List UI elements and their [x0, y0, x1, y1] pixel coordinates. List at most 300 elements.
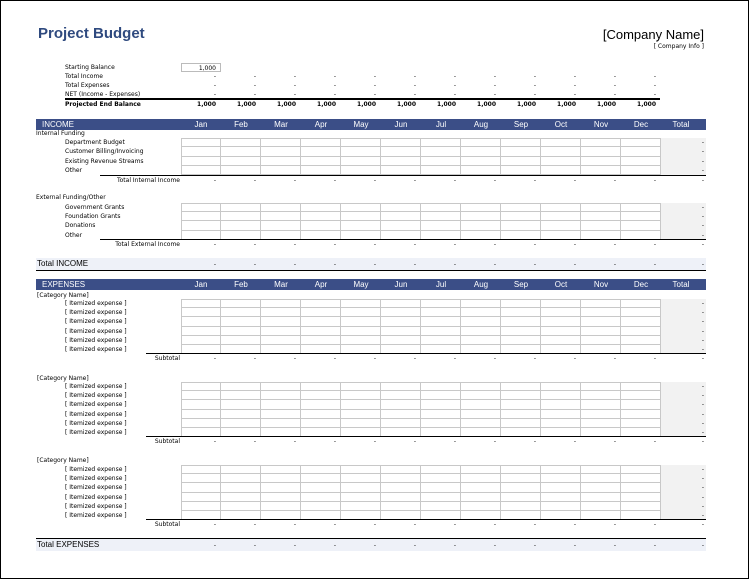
internal-income-cell[interactable]: [621, 147, 661, 156]
expense-cell[interactable]: [541, 400, 581, 409]
expense-cell[interactable]: [621, 483, 661, 492]
expense-cell[interactable]: [541, 299, 581, 308]
expense-cell[interactable]: [621, 391, 661, 400]
internal-income-cell[interactable]: [301, 147, 341, 156]
internal-income-cell[interactable]: [301, 166, 341, 175]
expense-cell[interactable]: [581, 419, 621, 428]
expense-cell[interactable]: [461, 327, 501, 336]
internal-income-cell[interactable]: [461, 166, 501, 175]
total-expenses-dash: -: [613, 542, 616, 549]
company-info[interactable]: [ Company Info ]: [653, 43, 704, 50]
summary-value: -: [653, 91, 656, 98]
internal-income-cell[interactable]: [581, 138, 621, 147]
external-income-cell[interactable]: [461, 203, 501, 212]
external-income-cell[interactable]: [181, 203, 221, 212]
expense-cell[interactable]: [621, 382, 661, 391]
expense-cell[interactable]: [501, 410, 541, 419]
internal-income-cell[interactable]: [381, 166, 421, 175]
expense-cell[interactable]: [261, 336, 301, 345]
expense-cell[interactable]: [181, 308, 221, 317]
expense-cell[interactable]: [421, 419, 461, 428]
external-income-cell[interactable]: [381, 212, 421, 221]
expense-cell[interactable]: [461, 382, 501, 391]
external-income-cell[interactable]: [221, 212, 261, 221]
itemized-expense-label[interactable]: [ Itemized expense ]: [65, 309, 127, 317]
expense-cell[interactable]: [541, 391, 581, 400]
itemized-expense-label[interactable]: [ Itemized expense ]: [65, 502, 127, 510]
expense-cell[interactable]: [421, 410, 461, 419]
internal-income-cell[interactable]: [261, 157, 301, 166]
expense-cell[interactable]: [341, 474, 381, 483]
external-income-cell[interactable]: [581, 212, 621, 221]
external-total-dash: -: [573, 241, 576, 248]
expense-cell[interactable]: [421, 308, 461, 317]
expense-cell[interactable]: [541, 382, 581, 391]
external-income-cell[interactable]: [341, 203, 381, 212]
expense-cell[interactable]: [501, 308, 541, 317]
internal-income-cell[interactable]: [261, 138, 301, 147]
expense-cell[interactable]: [221, 382, 261, 391]
expense-cell[interactable]: [421, 391, 461, 400]
expense-cell[interactable]: [261, 474, 301, 483]
expense-cell[interactable]: [221, 502, 261, 511]
expense-cell[interactable]: [261, 483, 301, 492]
expense-cell[interactable]: [301, 483, 341, 492]
itemized-expense-label[interactable]: [ Itemized expense ]: [65, 336, 127, 344]
expense-cell[interactable]: [381, 419, 421, 428]
expense-cell[interactable]: [341, 382, 381, 391]
expense-cell[interactable]: [381, 410, 421, 419]
external-income-cell[interactable]: [181, 221, 221, 230]
expense-cell[interactable]: [421, 382, 461, 391]
expense-cell[interactable]: [501, 336, 541, 345]
internal-income-cell[interactable]: [621, 166, 661, 175]
expense-cell[interactable]: [421, 327, 461, 336]
expense-cell[interactable]: [221, 465, 261, 474]
expense-cell[interactable]: [541, 465, 581, 474]
expense-cell[interactable]: [381, 299, 421, 308]
expense-cell[interactable]: [261, 382, 301, 391]
internal-income-cell[interactable]: [301, 157, 341, 166]
internal-income-cell[interactable]: [341, 138, 381, 147]
end-balance-value: 1,000: [477, 101, 496, 108]
expense-cell[interactable]: [421, 493, 461, 502]
external-income-cell[interactable]: [301, 203, 341, 212]
expense-cell[interactable]: [221, 317, 261, 326]
expense-cell[interactable]: [341, 299, 381, 308]
expense-cell[interactable]: [181, 299, 221, 308]
expense-cell[interactable]: [381, 400, 421, 409]
itemized-expense-label[interactable]: [ Itemized expense ]: [65, 401, 127, 409]
expense-cell[interactable]: [581, 410, 621, 419]
expense-cell[interactable]: [621, 336, 661, 345]
expense-cell[interactable]: [501, 382, 541, 391]
expense-cell[interactable]: [261, 400, 301, 409]
expense-cell[interactable]: [301, 465, 341, 474]
company-name[interactable]: [Company Name]: [602, 27, 704, 42]
internal-income-cell[interactable]: [501, 138, 541, 147]
external-income-cell[interactable]: [541, 221, 581, 230]
external-income-cell[interactable]: [621, 203, 661, 212]
expense-cell[interactable]: [181, 493, 221, 502]
expense-cell[interactable]: [381, 465, 421, 474]
expense-cell[interactable]: [261, 391, 301, 400]
expense-cell[interactable]: [541, 474, 581, 483]
expense-cell[interactable]: [301, 327, 341, 336]
internal-income-cell[interactable]: [541, 147, 581, 156]
expense-cell[interactable]: [341, 317, 381, 326]
itemized-expense-label[interactable]: [ Itemized expense ]: [65, 383, 127, 390]
expense-cell[interactable]: [261, 299, 301, 308]
expense-cell[interactable]: [581, 299, 621, 308]
external-income-cell[interactable]: [381, 203, 421, 212]
itemized-expense-label[interactable]: [ Itemized expense ]: [65, 475, 127, 483]
expense-cell[interactable]: [541, 419, 581, 428]
external-income-cell[interactable]: [541, 203, 581, 212]
expense-cell[interactable]: [181, 419, 221, 428]
expense-cell[interactable]: [621, 465, 661, 474]
internal-income-cell[interactable]: [341, 147, 381, 156]
expense-cell[interactable]: [581, 502, 621, 511]
external-income-cell[interactable]: [181, 212, 221, 221]
itemized-expense-label[interactable]: [ Itemized expense ]: [65, 484, 127, 492]
expense-cell[interactable]: [381, 391, 421, 400]
external-income-cell[interactable]: [261, 203, 301, 212]
expense-cell[interactable]: [461, 410, 501, 419]
external-income-cell[interactable]: [501, 212, 541, 221]
expense-cell[interactable]: [461, 483, 501, 492]
expense-cell[interactable]: [461, 299, 501, 308]
internal-income-cell[interactable]: [421, 166, 461, 175]
internal-income-cell[interactable]: [341, 166, 381, 175]
expense-cell[interactable]: [461, 308, 501, 317]
internal-income-cell[interactable]: [221, 157, 261, 166]
internal-income-cell[interactable]: [461, 157, 501, 166]
expense-cell[interactable]: [541, 308, 581, 317]
expense-cell[interactable]: [381, 474, 421, 483]
expense-cell[interactable]: [181, 400, 221, 409]
expense-cell[interactable]: [181, 382, 221, 391]
expense-cell[interactable]: [341, 391, 381, 400]
month-header-aug: Aug: [473, 120, 489, 129]
external-income-cell[interactable]: [301, 212, 341, 221]
expense-cell[interactable]: [461, 465, 501, 474]
itemized-expense-label[interactable]: [ Itemized expense ]: [65, 327, 127, 335]
expense-cell[interactable]: [581, 400, 621, 409]
expense-cell[interactable]: [301, 410, 341, 419]
internal-income-cell[interactable]: [541, 157, 581, 166]
internal-income-cell[interactable]: [381, 157, 421, 166]
expense-cell[interactable]: [461, 493, 501, 502]
expense-cell[interactable]: [581, 308, 621, 317]
category-name[interactable]: [Category Name]: [37, 457, 89, 464]
expense-cell[interactable]: [421, 474, 461, 483]
expense-cell[interactable]: [581, 493, 621, 502]
expense-cell[interactable]: [181, 465, 221, 474]
expense-cell[interactable]: [221, 474, 261, 483]
expense-cell[interactable]: [581, 327, 621, 336]
internal-income-cell[interactable]: [621, 138, 661, 147]
itemized-expense-label[interactable]: [ Itemized expense ]: [65, 300, 127, 307]
expense-cell[interactable]: [261, 317, 301, 326]
expense-cell[interactable]: [461, 419, 501, 428]
expense-cell[interactable]: [301, 299, 341, 308]
expense-cell[interactable]: [421, 336, 461, 345]
internal-income-cell[interactable]: [581, 157, 621, 166]
external-income-cell[interactable]: [341, 212, 381, 221]
expense-cell[interactable]: [421, 400, 461, 409]
expense-cell[interactable]: [501, 299, 541, 308]
external-income-cell[interactable]: [421, 203, 461, 212]
expense-cell[interactable]: [221, 483, 261, 492]
internal-income-cell[interactable]: [221, 166, 261, 175]
expense-cell[interactable]: [621, 502, 661, 511]
expense-cell[interactable]: [581, 336, 621, 345]
expense-cell[interactable]: [261, 502, 301, 511]
expense-cell[interactable]: [181, 410, 221, 419]
external-income-cell[interactable]: [421, 212, 461, 221]
internal-income-cell[interactable]: [541, 138, 581, 147]
expense-cell[interactable]: [421, 502, 461, 511]
expense-cell[interactable]: [261, 493, 301, 502]
expense-cell[interactable]: [621, 493, 661, 502]
itemized-expense-label[interactable]: [ Itemized expense ]: [65, 419, 127, 427]
total-expenses-dash: -: [453, 542, 456, 549]
expense-cell[interactable]: [501, 483, 541, 492]
internal-income-cell[interactable]: [181, 147, 221, 156]
expense-cell[interactable]: [261, 308, 301, 317]
category-name[interactable]: [Category Name]: [37, 375, 89, 382]
expense-cell[interactable]: [181, 336, 221, 345]
external-income-cell[interactable]: [261, 212, 301, 221]
expense-cell[interactable]: [381, 493, 421, 502]
expense-cell[interactable]: [541, 410, 581, 419]
internal-income-cell[interactable]: [381, 147, 421, 156]
expense-cell[interactable]: [541, 327, 581, 336]
external-income-cell[interactable]: [621, 212, 661, 221]
expense-cell[interactable]: [461, 317, 501, 326]
expense-cell[interactable]: [181, 483, 221, 492]
expense-cell[interactable]: [261, 327, 301, 336]
expense-cell[interactable]: [301, 317, 341, 326]
summary-value: -: [493, 91, 496, 98]
internal-income-cell[interactable]: [461, 138, 501, 147]
external-income-cell[interactable]: [461, 221, 501, 230]
itemized-expense-label[interactable]: [ Itemized expense ]: [65, 429, 127, 436]
expense-cell[interactable]: [301, 400, 341, 409]
internal-income-cell[interactable]: [581, 166, 621, 175]
internal-income-cell[interactable]: [621, 157, 661, 166]
expense-cell[interactable]: [381, 327, 421, 336]
expense-cell[interactable]: [381, 317, 421, 326]
expense-cell[interactable]: [621, 299, 661, 308]
expense-cell[interactable]: [221, 336, 261, 345]
internal-income-cell[interactable]: [381, 138, 421, 147]
internal-income-cell[interactable]: [181, 166, 221, 175]
expense-cell[interactable]: [541, 317, 581, 326]
expense-cell[interactable]: [221, 299, 261, 308]
internal-total-dash: -: [493, 177, 496, 184]
expense-cell[interactable]: [501, 474, 541, 483]
expense-cell[interactable]: [301, 391, 341, 400]
expense-cell[interactable]: [461, 336, 501, 345]
expense-cell[interactable]: [381, 336, 421, 345]
expense-cell[interactable]: [501, 465, 541, 474]
external-income-cell[interactable]: [581, 221, 621, 230]
expense-cell[interactable]: [421, 317, 461, 326]
expense-cell[interactable]: [501, 391, 541, 400]
expense-cell[interactable]: [221, 391, 261, 400]
external-income-cell[interactable]: [421, 221, 461, 230]
external-income-cell[interactable]: [261, 221, 301, 230]
internal-income-cell[interactable]: [221, 147, 261, 156]
expense-cell[interactable]: [181, 317, 221, 326]
expense-cell[interactable]: [501, 419, 541, 428]
external-income-cell[interactable]: [461, 212, 501, 221]
external-income-cell[interactable]: [581, 203, 621, 212]
expense-cell[interactable]: [501, 502, 541, 511]
internal-income-cell[interactable]: [181, 157, 221, 166]
expense-cell[interactable]: [221, 410, 261, 419]
expense-cell[interactable]: [381, 308, 421, 317]
expense-cell[interactable]: [341, 419, 381, 428]
expense-cell[interactable]: [541, 483, 581, 492]
itemized-expense-label[interactable]: [ Itemized expense ]: [65, 392, 127, 400]
expense-cell[interactable]: [541, 336, 581, 345]
external-income-cell[interactable]: [541, 212, 581, 221]
expense-cell[interactable]: [581, 465, 621, 474]
expense-cell[interactable]: [621, 410, 661, 419]
itemized-expense-label[interactable]: [ Itemized expense ]: [65, 512, 127, 519]
expense-cell[interactable]: [621, 308, 661, 317]
external-income-cell[interactable]: [221, 221, 261, 230]
expense-cell[interactable]: [301, 382, 341, 391]
internal-income-cell[interactable]: [501, 147, 541, 156]
expense-cell[interactable]: [341, 400, 381, 409]
expense-cell[interactable]: [301, 474, 341, 483]
expense-cell[interactable]: [421, 465, 461, 474]
expense-cell[interactable]: [341, 493, 381, 502]
expense-cell[interactable]: [381, 483, 421, 492]
total-expenses-dash: -: [573, 542, 576, 549]
expense-cell[interactable]: [341, 308, 381, 317]
starting-balance-input[interactable]: 1,000: [181, 63, 221, 72]
expense-cell[interactable]: [581, 474, 621, 483]
expense-cell[interactable]: [461, 474, 501, 483]
expense-cell[interactable]: [501, 327, 541, 336]
external-income-cell[interactable]: [221, 203, 261, 212]
total-expenses-label: Total EXPENSES: [37, 540, 100, 549]
expense-cell[interactable]: [501, 317, 541, 326]
itemized-expense-label[interactable]: [ Itemized expense ]: [65, 410, 127, 418]
expense-cell[interactable]: [301, 502, 341, 511]
internal-income-cell[interactable]: [421, 157, 461, 166]
expense-cell[interactable]: [221, 400, 261, 409]
expense-cell[interactable]: [261, 410, 301, 419]
itemized-expense-label[interactable]: [ Itemized expense ]: [65, 346, 127, 353]
expense-cell[interactable]: [421, 299, 461, 308]
expense-cell[interactable]: [221, 419, 261, 428]
external-income-cell[interactable]: [501, 203, 541, 212]
expense-cell[interactable]: [581, 391, 621, 400]
expense-cell[interactable]: [341, 465, 381, 474]
external-income-cell[interactable]: [301, 221, 341, 230]
expense-cell[interactable]: [581, 382, 621, 391]
external-income-cell[interactable]: [341, 221, 381, 230]
itemized-expense-label[interactable]: [ Itemized expense ]: [65, 493, 127, 501]
expense-cell[interactable]: [301, 308, 341, 317]
external-income-cell[interactable]: [621, 221, 661, 230]
internal-income-cell[interactable]: [181, 138, 221, 147]
internal-income-cell[interactable]: [421, 138, 461, 147]
external-income-cell[interactable]: [501, 221, 541, 230]
expense-cell[interactable]: [461, 502, 501, 511]
expense-cell[interactable]: [301, 336, 341, 345]
expense-cell[interactable]: [621, 317, 661, 326]
internal-income-cell[interactable]: [221, 138, 261, 147]
expense-cell[interactable]: [221, 493, 261, 502]
expense-cell[interactable]: [341, 483, 381, 492]
external-income-cell[interactable]: [381, 221, 421, 230]
expense-cell[interactable]: [301, 419, 341, 428]
internal-income-cell[interactable]: [261, 166, 301, 175]
expense-cell[interactable]: [421, 483, 461, 492]
expense-cell[interactable]: [581, 317, 621, 326]
expense-cell[interactable]: [621, 400, 661, 409]
expense-cell[interactable]: [621, 327, 661, 336]
expense-cell[interactable]: [341, 502, 381, 511]
internal-income-cell[interactable]: [541, 166, 581, 175]
expense-cell[interactable]: [181, 391, 221, 400]
expense-cell[interactable]: [581, 483, 621, 492]
expense-cell[interactable]: [181, 327, 221, 336]
total-income-line: [36, 270, 706, 271]
itemized-expense-label[interactable]: [ Itemized expense ]: [65, 466, 127, 473]
expense-cell[interactable]: [341, 336, 381, 345]
expense-cell[interactable]: [381, 502, 421, 511]
internal-income-cell[interactable]: [341, 157, 381, 166]
expense-cell[interactable]: [221, 308, 261, 317]
internal-income-cell[interactable]: [581, 147, 621, 156]
expense-cell[interactable]: [501, 400, 541, 409]
subtotal-dash: -: [253, 438, 256, 445]
expense-cell[interactable]: [261, 465, 301, 474]
itemized-expense-label[interactable]: [ Itemized expense ]: [65, 318, 127, 326]
internal-income-cell[interactable]: [501, 166, 541, 175]
category-name[interactable]: [Category Name]: [37, 292, 89, 299]
internal-income-cell[interactable]: [461, 147, 501, 156]
internal-income-cell[interactable]: [301, 138, 341, 147]
expense-cell[interactable]: [181, 474, 221, 483]
expense-cell[interactable]: [341, 327, 381, 336]
internal-income-cell[interactable]: [421, 147, 461, 156]
expense-cell[interactable]: [621, 474, 661, 483]
expense-cell[interactable]: [301, 493, 341, 502]
expense-cell[interactable]: [501, 493, 541, 502]
expense-cell[interactable]: [461, 400, 501, 409]
expense-cell[interactable]: [381, 382, 421, 391]
expense-cell[interactable]: [181, 502, 221, 511]
expense-cell[interactable]: [541, 493, 581, 502]
expense-cell[interactable]: [261, 419, 301, 428]
expense-cell[interactable]: [341, 410, 381, 419]
internal-income-cell[interactable]: [261, 147, 301, 156]
expense-cell[interactable]: [541, 502, 581, 511]
internal-income-cell[interactable]: [501, 157, 541, 166]
expense-cell[interactable]: [221, 327, 261, 336]
expense-cell[interactable]: [621, 419, 661, 428]
expense-cell[interactable]: [461, 391, 501, 400]
